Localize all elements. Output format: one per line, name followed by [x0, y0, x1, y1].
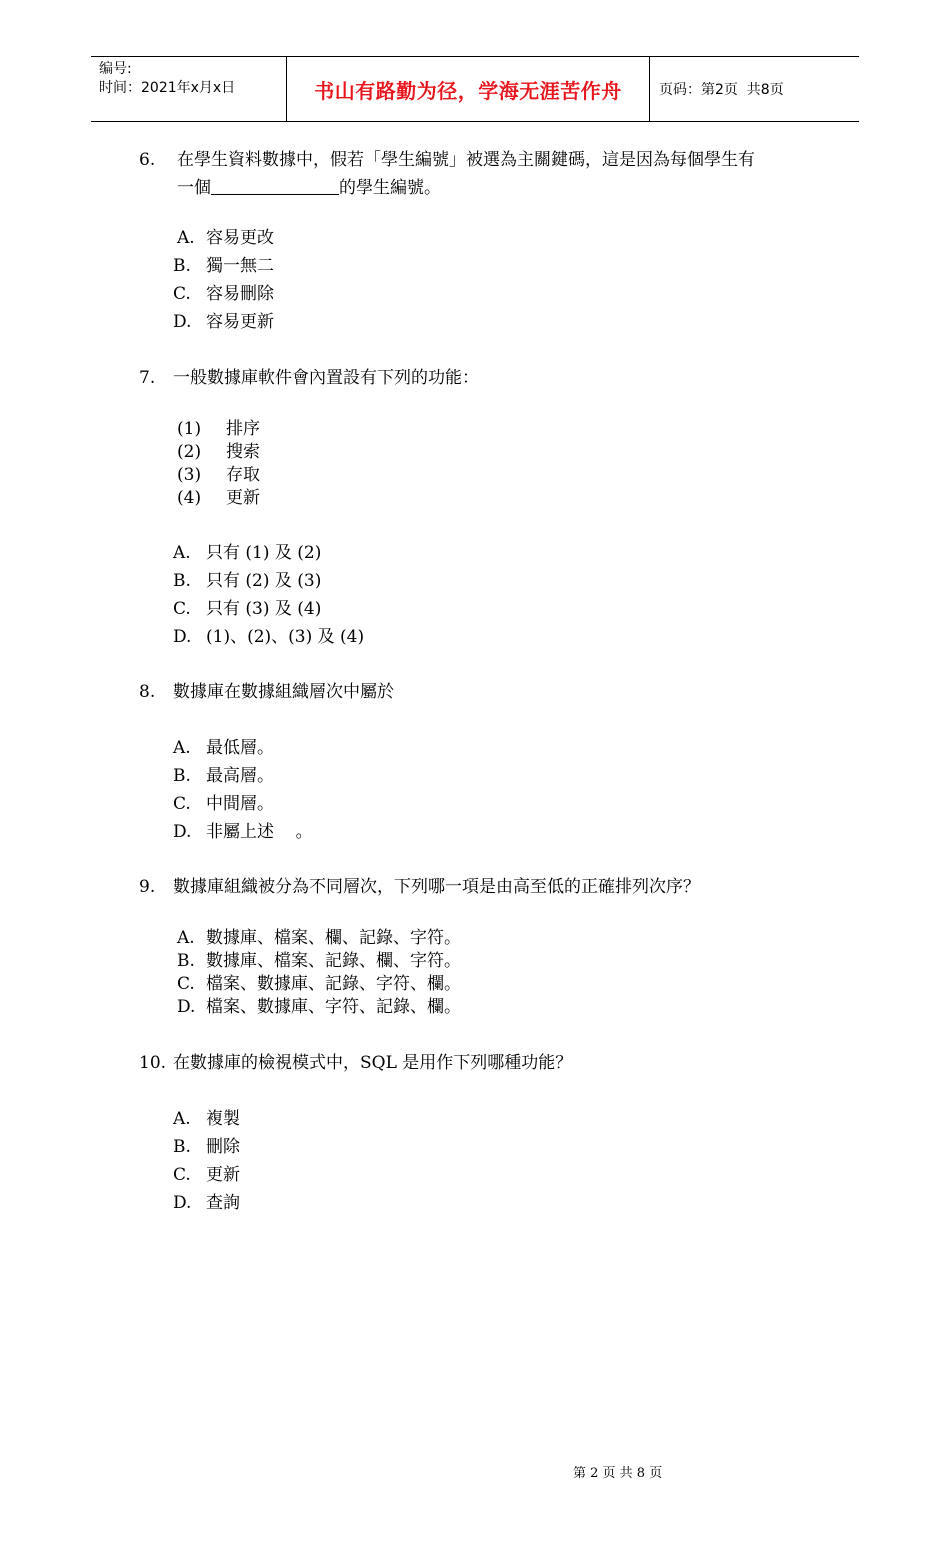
option-c[interactable]: C. 容易刪除 [173, 284, 274, 304]
list-item: (3) 存取 [177, 465, 260, 485]
option-a[interactable]: A. 最低層。 [173, 738, 274, 758]
option-a[interactable]: A. 容易更改 [177, 228, 274, 248]
page-header [91, 56, 859, 122]
question-stem: 數據庫組織被分為不同層次，下列哪一項是由高至低的正確排列次序？ [173, 877, 700, 897]
option-d[interactable]: D. 檔案、數據庫、字符、記錄、欄。 [177, 997, 461, 1017]
list-item: (2) 搜索 [177, 442, 260, 462]
question-8 [139, 678, 394, 706]
question-number: 9. [139, 877, 156, 897]
question-6-options [173, 224, 274, 336]
question-stem-continued: 一個 的學生編號。 [177, 174, 441, 202]
question-number: 10. [139, 1053, 167, 1073]
question-6 [139, 146, 839, 202]
option-d[interactable]: D. 非屬上述 。 [173, 822, 313, 842]
option-d[interactable]: D. 查詢 [173, 1193, 240, 1213]
question-stem: 在數據庫的檢視模式中，SQL 是用作下列哪種功能？ [173, 1053, 573, 1073]
option-c[interactable]: C. 檔案、數據庫、記錄、字符、欄。 [177, 974, 461, 994]
question-7-options [173, 539, 364, 651]
option-a[interactable]: A. 只有 (1) 及 (2) [173, 543, 322, 563]
question-number: 8. [139, 682, 156, 702]
question-10 [139, 1049, 572, 1077]
option-a[interactable]: A. 複製 [173, 1109, 240, 1129]
answer-blank [211, 174, 339, 195]
header-motto: 书山有路勤为径，学海无涯苦作舟 [287, 57, 650, 121]
page-footer: 第 2 页 共 8 页 [573, 1466, 663, 1481]
question-9 [139, 873, 700, 901]
option-d[interactable]: D. 容易更新 [173, 312, 274, 332]
question-stem: 在學生資料數據中，假若「學生編號」被選為主關鍵碼，這是因為每個學生有 [177, 150, 755, 170]
question-8-options [173, 734, 313, 846]
option-b[interactable]: B. 刪除 [173, 1137, 240, 1157]
question-number: 6. [139, 150, 156, 170]
question-10-options [173, 1105, 240, 1217]
option-b[interactable]: B. 數據庫、檔案、記錄、欄、字符。 [177, 951, 461, 971]
header-page-info [650, 57, 859, 121]
option-c[interactable]: C. 中間層。 [173, 794, 274, 814]
header-meta [91, 57, 287, 121]
option-c[interactable]: C. 更新 [173, 1165, 240, 1185]
option-b[interactable]: B. 獨一無二 [173, 256, 274, 276]
question-number: 7. [139, 368, 156, 388]
number-label: 编号: [99, 61, 132, 77]
question-stem: 數據庫在數據組織層次中屬於 [173, 682, 394, 702]
option-a[interactable]: A. 數據庫、檔案、欄、記錄、字符。 [177, 928, 461, 948]
question-7-items [177, 418, 260, 510]
question-7 [139, 364, 479, 392]
option-c[interactable]: C. 只有 (3) 及 (4) [173, 599, 322, 619]
time-label: 时间：2021年x月x日 [99, 80, 236, 96]
question-9-options [177, 927, 461, 1019]
option-d[interactable]: D. (1)、(2)、(3) 及 (4) [173, 627, 365, 647]
page-label: 页码：第2页 共8页 [659, 82, 784, 98]
question-stem: 一般數據庫軟件會內置設有下列的功能： [173, 368, 479, 388]
option-b[interactable]: B. 只有 (2) 及 (3) [173, 571, 322, 591]
option-b[interactable]: B. 最高層。 [173, 766, 274, 786]
list-item: (4) 更新 [177, 488, 260, 508]
list-item: (1) 排序 [177, 419, 260, 439]
